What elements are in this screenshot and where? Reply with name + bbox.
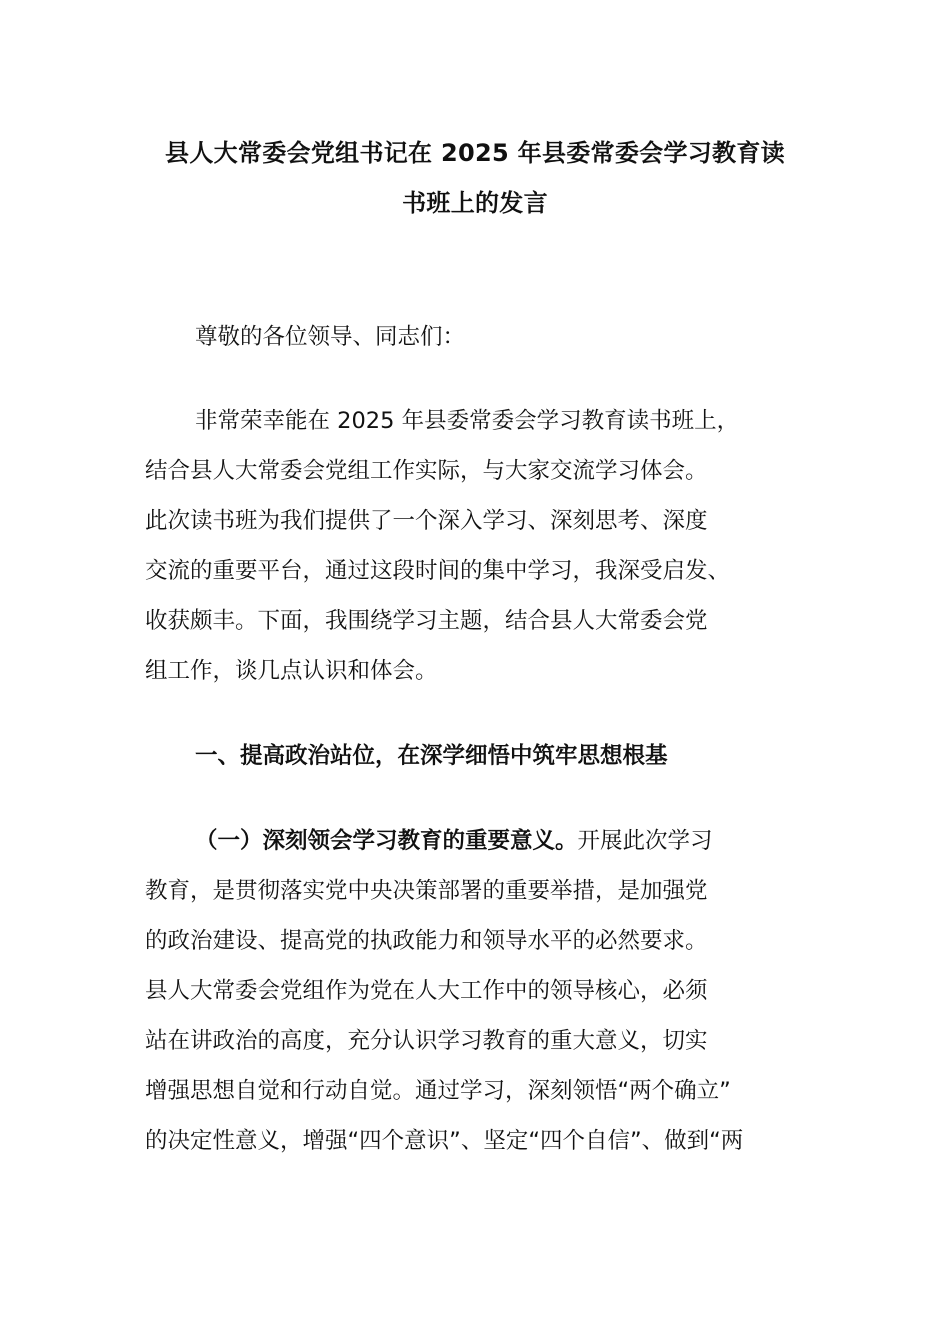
paragraph-line: 站在讲政治的高度，充分认识学习教育的重大意义，切实	[145, 1028, 708, 1054]
document-title	[145, 128, 805, 228]
paragraph-line: 交流的重要平台，通过这段时间的集中学习，我深受启发、	[145, 558, 731, 584]
paragraph-line: 非常荣幸能在 2025 年县委常委会学习教育读书班上，	[195, 408, 740, 434]
paragraph-line: 教育，是贯彻落实党中央决策部署的重要举措，是加强党	[145, 878, 708, 904]
paragraph-line: 此次读书班为我们提供了一个深入学习、深刻思考、深度	[145, 508, 708, 534]
section-heading-1: 一、提高政治站位，在深学细悟中筑牢思想根基	[195, 743, 668, 769]
paragraph-line: 组工作，谈几点认识和体会。	[145, 658, 438, 684]
paragraph-line: 的政治建设、提高党的执政能力和领导水平的必然要求。	[145, 928, 708, 954]
paragraph-line: 收获颇丰。下面，我围绕学习主题，结合县人大常委会党	[145, 608, 708, 634]
paragraph-line: 县人大常委会党组作为党在人大工作中的领导核心，必须	[145, 978, 708, 1004]
paragraph-text: 开展此次学习	[577, 828, 713, 854]
title-line-2: 书班上的发言	[402, 189, 548, 217]
paragraph-line: 的决定性意义，增强“四个意识”、坚定“四个自信”、做到“两	[145, 1128, 744, 1154]
title-line-1: 县人大常委会党组书记在 2025 年县委常委会学习教育读	[165, 139, 785, 167]
paragraph-first-line	[145, 816, 805, 866]
paragraph-line: 增强思想自觉和行动自觉。通过学习，深刻领悟“两个确立”	[145, 1078, 731, 1104]
paragraph-intro	[145, 396, 805, 696]
subheading-1: （一）深刻领会学习教育的重要意义。	[195, 828, 578, 854]
paragraph-section-1	[145, 816, 805, 1166]
greeting: 尊敬的各位领导、同志们：	[195, 324, 466, 350]
paragraph-line: 结合县人大常委会党组工作实际，与大家交流学习体会。	[145, 458, 708, 484]
